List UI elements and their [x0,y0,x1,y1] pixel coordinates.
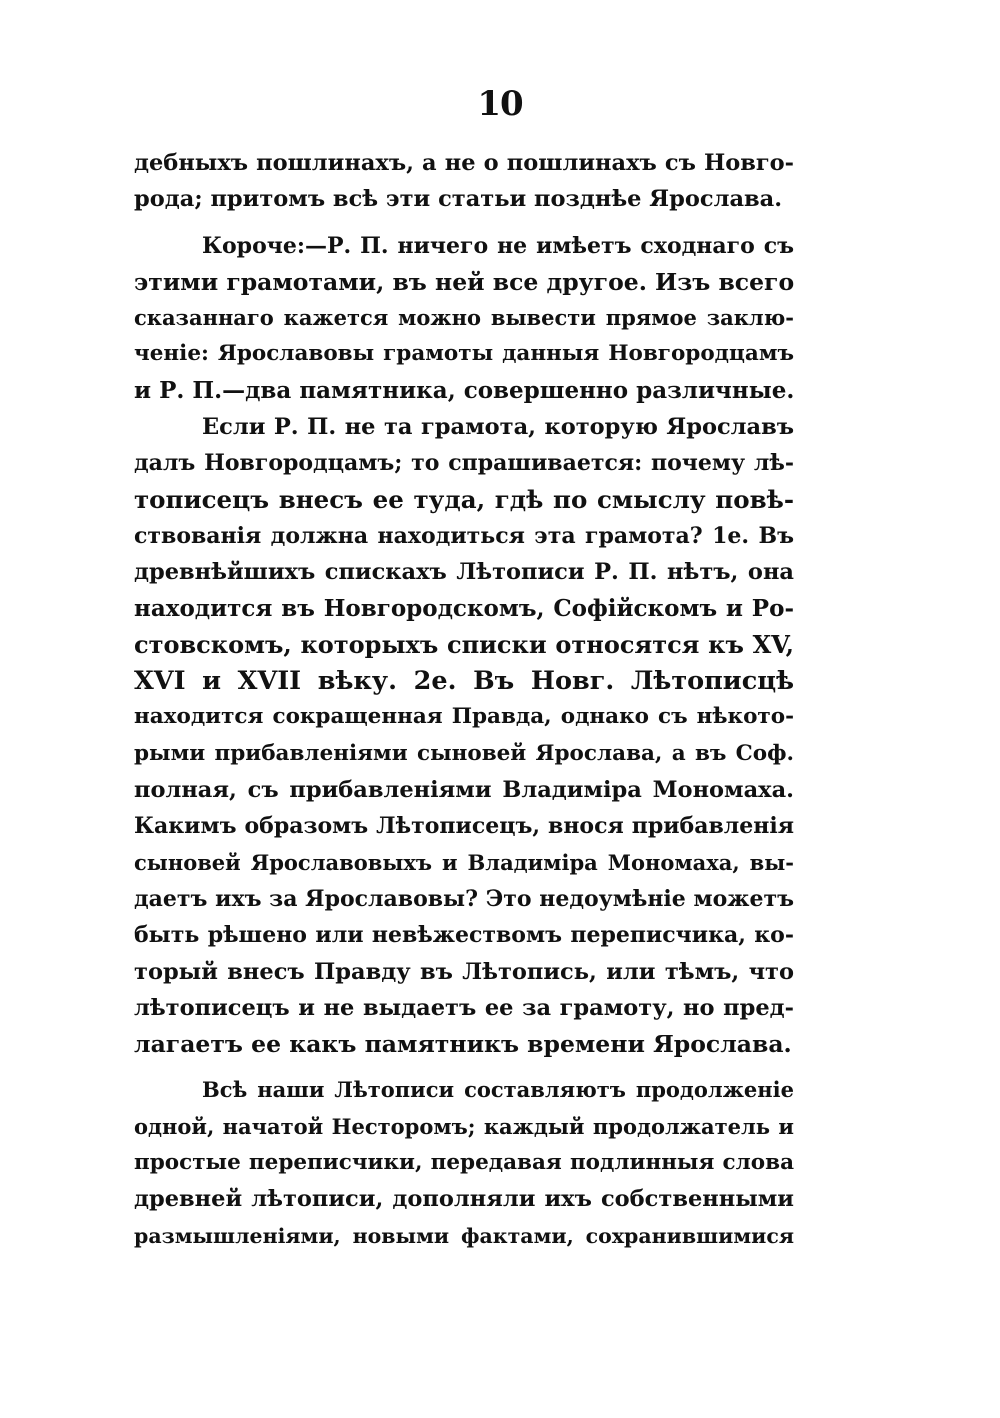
text-line: рыми прибавленіями сыновей Ярослава, а въ Соф. [134,740,794,766]
page-number: 10 [477,84,523,124]
text-line: древней лѣтописи, дополняли ихъ собственными [134,1186,794,1213]
text-line: древнѣйшихъ спискахъ Лѣтописи Р. П. нѣтъ, она [134,559,794,586]
text-line: стовскомъ, которыхъ списки относятся къ XV, [134,629,794,659]
text-line: Короче:—Р. П. ничего не имѣетъ сходнаго съ [202,232,794,259]
body-text [134,145,794,1254]
text-line: и Р. П.—два памятника, совершенно различные. [134,376,795,404]
text-line: тописецъ внесъ ее туда, гдѣ по смыслу повѣ- [134,484,794,514]
text-line: находится сокращенная Правда, однако съ нѣкото- [134,704,794,730]
text-line: сыновей Ярославовыхъ и Владиміра Мономаха, вы- [134,849,794,875]
text-line: Какимъ образомъ Лѣтописецъ, внося прибавленія [134,813,794,840]
text-line: дебныхъ пошлинахъ, а не о пошлинахъ съ Новго- [134,150,794,176]
text-line: далъ Новгородцамъ; то спрашивается: почему лѣ- [134,450,794,477]
text-line: этими грамотами, въ ней все другое. Изъ всего [134,267,795,296]
text-line: XVI и XVII вѣку. 2е. Въ Новг. Лѣтописцѣ [134,666,794,697]
text-line: Всѣ наши Лѣтописи составляютъ продолженіе [202,1077,794,1103]
text-line: сказаннаго кажется можно вывести прямое заклю- [134,305,794,331]
text-line: полная, съ прибавленіями Владиміра Мономаха. [134,777,794,804]
text-line: быть рѣшено или невѣжествомъ переписчика, ко- [134,922,794,949]
text-line: лѣтописецъ и не выдаетъ ее за грамоту, но пред- [134,994,794,1021]
text-line: размышленіями, новыми фактами, сохранившимися [134,1223,794,1248]
text-line: простые переписчики, передавая подлинныя слова [134,1150,794,1176]
text-line: ченіе: Ярославовы грамоты данныя Новгородцамъ [134,341,794,367]
text-line: даетъ ихъ за Ярославовы? Это недоумѣніе можетъ [134,885,794,912]
text-line: ствованія должна находиться эта грамота? 1е. Въ [134,522,794,549]
text-line: лагаетъ ее какъ памятникъ времени Ярослава. [134,1030,792,1059]
paragraph-gap [134,1062,794,1072]
text-line: рода; притомъ всѣ эти статьи позднѣе Ярослава. [134,186,783,213]
text-line: торый внесъ Правду въ Лѣтопись, или тѣмъ, что [134,958,794,985]
text-line: одной, начатой Несторомъ; каждый продолжатель и [134,1113,794,1139]
paragraph-gap [134,218,794,228]
text-line: Если Р. П. не та грамота, которую Ярославъ [202,414,794,441]
text-line: находится въ Новгородскомъ, Софійскомъ и Ро- [134,594,794,622]
